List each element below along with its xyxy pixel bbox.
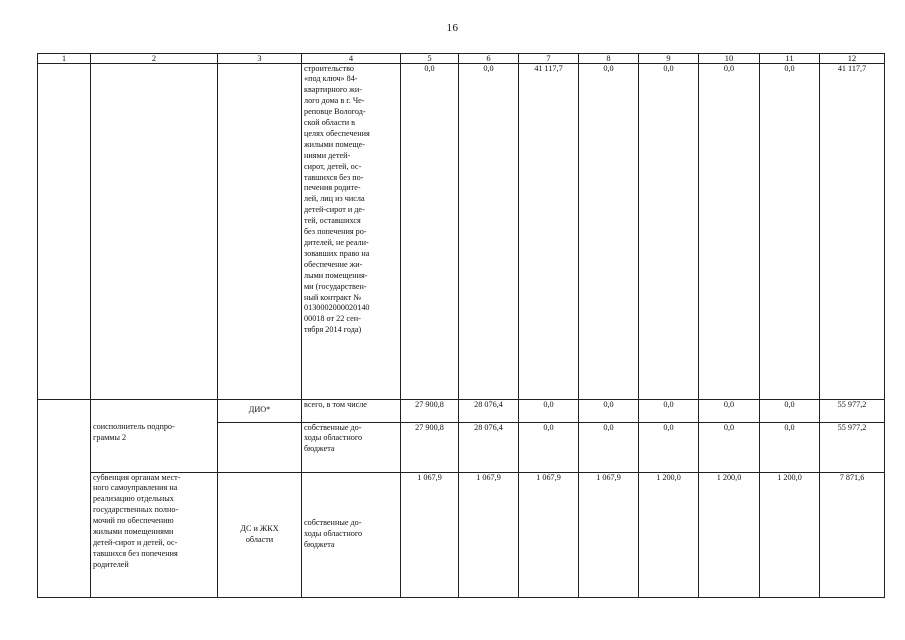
cell-value: 55 977,2 xyxy=(820,422,885,472)
cell-value: 27 900,8 xyxy=(401,422,459,472)
cell-value: 41 117,7 xyxy=(820,63,885,399)
cell-value: 0,0 xyxy=(699,63,760,399)
cell-value: 0,0 xyxy=(760,399,820,422)
cell-value: 0,0 xyxy=(639,63,699,399)
cell-col2 xyxy=(91,399,218,422)
cell-value: 0,0 xyxy=(760,422,820,472)
cell-col2 xyxy=(91,422,218,472)
cell-value: 0,0 xyxy=(579,399,639,422)
column-header: 1 xyxy=(38,54,91,64)
column-header: 5 xyxy=(401,54,459,64)
cell-value: 0,0 xyxy=(699,422,760,472)
cell-col3 xyxy=(218,422,302,472)
subvention-label: субвенция органам мест- ного самоуправления на реализацию отдельных государственных полно- мочий по обеспечению жилыми помещениями детей-сирот и детей, ос- тавшихся без попечения родителей xyxy=(93,472,181,569)
row-description: собственные до- ходы областного бюджета xyxy=(304,422,363,454)
cell-value: 1 200,0 xyxy=(699,472,760,597)
cell-col3 xyxy=(218,63,302,399)
cell-col3: ДИО* xyxy=(218,399,302,422)
column-header: 11 xyxy=(760,54,820,64)
column-header: 3 xyxy=(218,54,302,64)
page-number: 16 xyxy=(446,22,459,34)
cell-col4 xyxy=(302,399,401,422)
cell-col3 xyxy=(218,472,302,597)
cell-value: 1 200,0 xyxy=(760,472,820,597)
cell-col2 xyxy=(91,63,218,399)
column-header: 7 xyxy=(519,54,579,64)
cell-value: 0,0 xyxy=(579,63,639,399)
column-header: 10 xyxy=(699,54,760,64)
cell-value: 27 900,8 xyxy=(401,399,459,422)
table-row xyxy=(38,63,885,399)
cell-value: 0,0 xyxy=(639,399,699,422)
responsible-org: ДС и ЖКХ области xyxy=(240,523,279,544)
column-header: 6 xyxy=(459,54,519,64)
column-header: 2 xyxy=(91,54,218,64)
cell-value: 0,0 xyxy=(579,422,639,472)
row-description: собственные до- ходы областного бюджета xyxy=(304,518,363,549)
cell-value: 41 117,7 xyxy=(519,63,579,399)
cell-col4 xyxy=(302,472,401,597)
column-header: 8 xyxy=(579,54,639,64)
cell-value: 1 200,0 xyxy=(639,472,699,597)
table-row xyxy=(38,472,885,597)
co-executor-label: соисполнитель подпро- граммы 2 xyxy=(93,422,175,442)
column-header: 4 xyxy=(302,54,401,64)
cell-col4 xyxy=(302,63,401,399)
column-number-header xyxy=(38,54,885,64)
cell-col2 xyxy=(91,472,218,597)
table-row xyxy=(38,422,885,472)
cell-value: 0,0 xyxy=(639,422,699,472)
row-description: строительство «под ключ» 84- квартирного жи- лого дома в г. Че- реповце Вологод- ской области в целях обеспечения жилыми помеще- ниями детей- сирот, детей, ос- тавшихся без по- печения родите- лей, лиц из числа детей-сирот и де- тей, оставшихся без попечения ро- дителей, не реали- зовавших право на обеспечение жи- лыми помещения- ми (государствен- ный контракт № 0130002000020140 00018 от 22 сен- тября 2014 года) xyxy=(304,63,370,335)
column-header: 9 xyxy=(639,54,699,64)
cell-value: 28 076,4 xyxy=(459,399,519,422)
cell-value: 1 067,9 xyxy=(459,472,519,597)
cell-value: 28 076,4 xyxy=(459,422,519,472)
budget-table xyxy=(37,53,885,598)
cell-value: 0,0 xyxy=(699,399,760,422)
cell-value: 1 067,9 xyxy=(401,472,459,597)
cell-col4 xyxy=(302,422,401,472)
cell-value: 1 067,9 xyxy=(519,472,579,597)
table-row xyxy=(38,399,885,422)
cell-value: 55 977,2 xyxy=(820,399,885,422)
cell-value: 0,0 xyxy=(519,422,579,472)
cell-col1 xyxy=(38,63,91,399)
cell-value: 0,0 xyxy=(401,63,459,399)
cell-value: 0,0 xyxy=(760,63,820,399)
cell-value: 1 067,9 xyxy=(579,472,639,597)
column-header: 12 xyxy=(820,54,885,64)
row-description: всего, в том числе xyxy=(304,399,367,409)
cell-value: 0,0 xyxy=(459,63,519,399)
cell-value: 7 871,6 xyxy=(820,472,885,597)
cell-value: 0,0 xyxy=(519,399,579,422)
cell-col1 xyxy=(38,399,91,597)
